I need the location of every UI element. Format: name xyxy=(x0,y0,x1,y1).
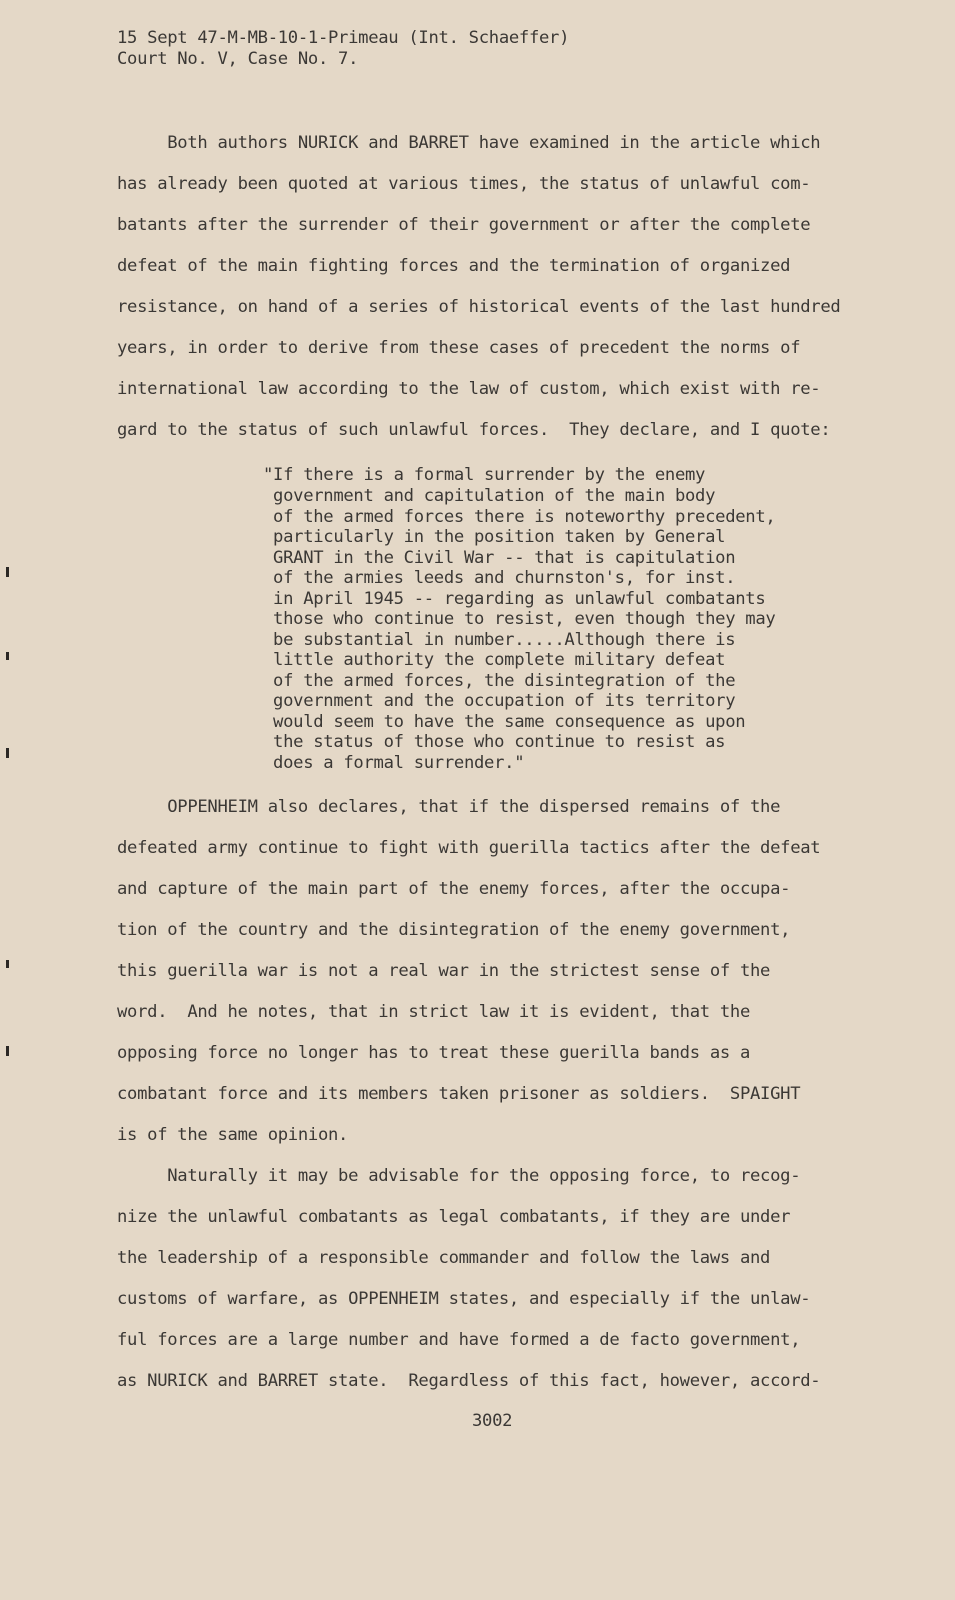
text-line: opposing force no longer has to treat these guerilla bands as a xyxy=(117,1043,751,1063)
page-number: 3002 xyxy=(472,1411,513,1431)
text-line: defeat of the main fighting forces and the termination of organized xyxy=(117,256,791,276)
text-line: combatant force and its members taken prisoner as soldiers. SPAIGHT xyxy=(117,1084,801,1104)
margin-mark xyxy=(6,652,9,660)
text-line: this guerilla war is not a real war in the strictest sense of the xyxy=(117,961,771,981)
text-line: customs of warfare, as OPPENHEIM states, and especially if the unlaw- xyxy=(117,1289,811,1309)
quote-line: particularly in the position taken by General xyxy=(263,527,726,547)
quote-line: government and capitulation of the main body xyxy=(263,486,716,506)
text-line: defeated army continue to fight with guerilla tactics after the defeat xyxy=(117,838,821,858)
text-line: is of the same opinion. xyxy=(117,1125,349,1145)
margin-mark xyxy=(6,567,9,577)
quote-line: of the armies leeds and churnston's, for inst. xyxy=(263,568,736,588)
text-line: word. And he notes, that in strict law it is evident, that the xyxy=(117,1002,751,1022)
text-line: gard to the status of such unlawful forces. They declare, and I quote: xyxy=(117,420,831,440)
document-header xyxy=(117,28,569,70)
text-line: batants after the surrender of their government or after the complete xyxy=(117,215,811,235)
text-line: OPPENHEIM also declares, that if the dispersed remains of the xyxy=(117,797,781,817)
text-line: years, in order to derive from these cases of precedent the norms of xyxy=(117,338,801,358)
text-line: as NURICK and BARRET state. Regardless of this fact, however, accord- xyxy=(117,1371,821,1391)
header-reference: 15 Sept 47-M-MB-10-1-Primeau (Int. Schaeffer) xyxy=(117,28,570,48)
text-line: resistance, on hand of a series of historical events of the last hundred xyxy=(117,297,841,317)
margin-mark xyxy=(6,1046,9,1056)
quote-line: those who continue to resist, even though they may xyxy=(263,609,776,629)
quote-line: government and the occupation of its territory xyxy=(263,691,736,711)
quote-line: of the armed forces there is noteworthy precedent, xyxy=(263,507,776,527)
quote-line: would seem to have the same consequence as upon xyxy=(263,712,746,732)
text-line: the leadership of a responsible commander and follow the laws and xyxy=(117,1248,771,1268)
quote-line: in April 1945 -- regarding as unlawful combatants xyxy=(263,589,766,609)
margin-mark xyxy=(6,748,9,758)
text-line: has already been quoted at various times, the status of unlawful com- xyxy=(117,174,811,194)
quote-line: of the armed forces, the disintegration of the xyxy=(263,671,736,691)
text-line: nize the unlawful combatants as legal combatants, if they are under xyxy=(117,1207,791,1227)
text-line: international law according to the law of custom, which exist with re- xyxy=(117,379,821,399)
quote-line: little authority the complete military defeat xyxy=(263,650,726,670)
quote-line: does a formal surrender." xyxy=(263,753,525,773)
text-line: tion of the country and the disintegration of the enemy government, xyxy=(117,920,791,940)
text-line: Naturally it may be advisable for the opposing force, to recog- xyxy=(117,1166,801,1186)
header-court-case: Court No. V, Case No. 7. xyxy=(117,49,359,69)
text-line: ful forces are a large number and have formed a de facto government, xyxy=(117,1330,801,1350)
quote-line: "If there is a formal surrender by the enemy xyxy=(263,465,706,485)
margin-mark xyxy=(6,960,9,968)
quote-line: GRANT in the Civil War -- that is capitulation xyxy=(263,548,736,568)
text-line: Both authors NURICK and BARRET have examined in the article which xyxy=(117,133,821,153)
quote-line: be substantial in number.....Although there is xyxy=(263,630,736,650)
text-line: and capture of the main part of the enemy forces, after the occupa- xyxy=(117,879,791,899)
quote-line: the status of those who continue to resist as xyxy=(263,732,726,752)
